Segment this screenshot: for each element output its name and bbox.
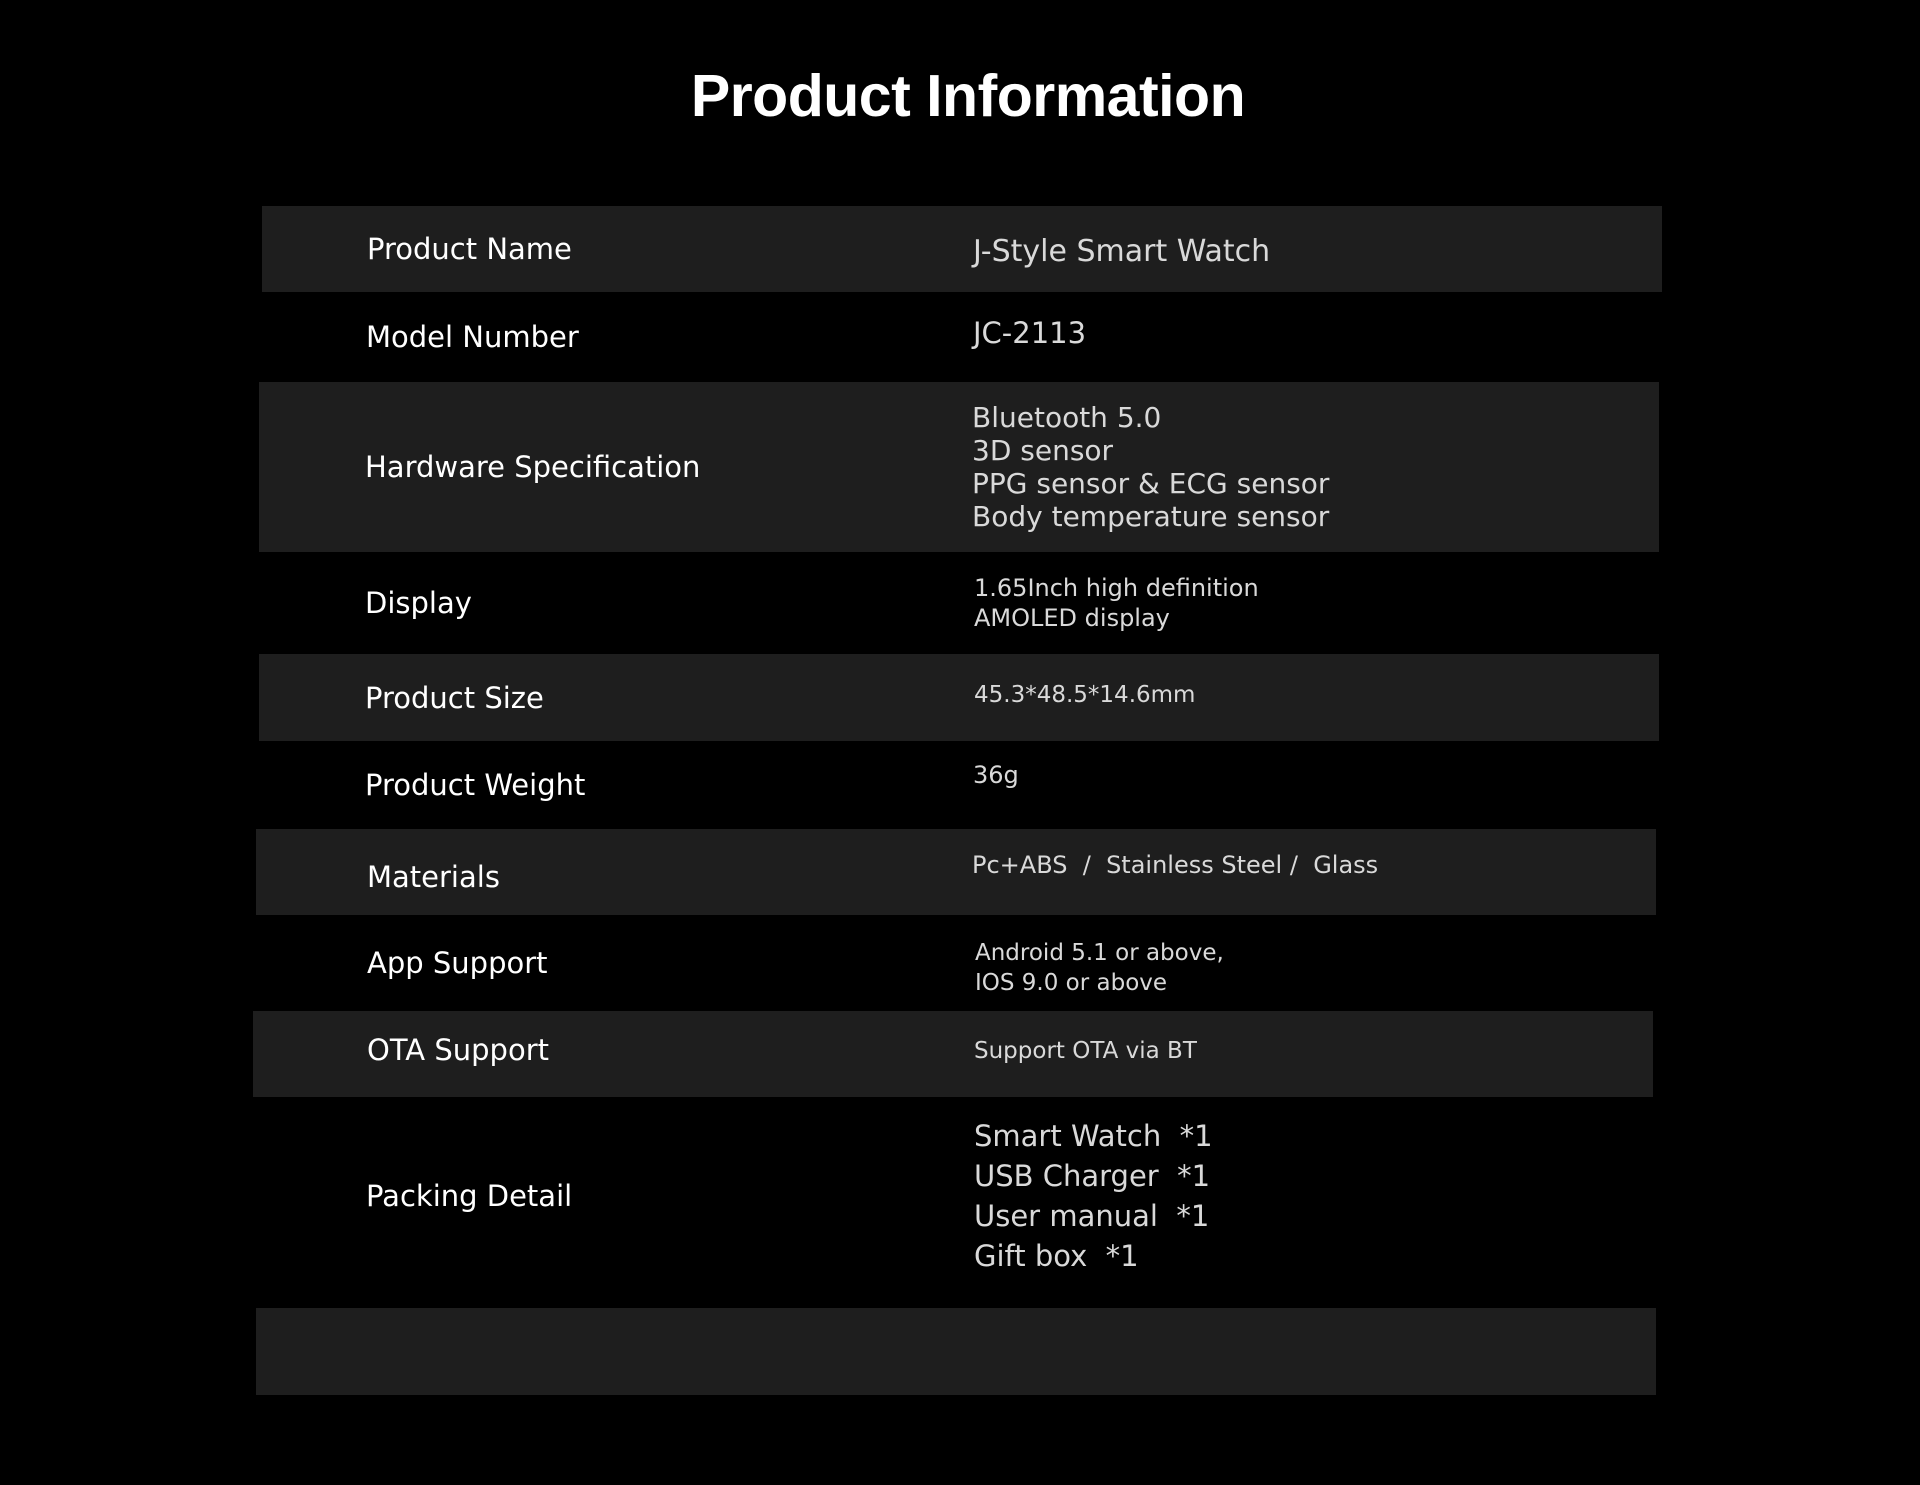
spec-label: OTA Support [367, 1033, 549, 1067]
spec-value-line: 1.65Inch high definition [974, 574, 1259, 602]
spec-label: Display [365, 586, 472, 620]
spec-row-packing-detail [256, 1097, 1656, 1308]
spec-value-line: 45.3*48.5*14.6mm [974, 681, 1196, 708]
spec-label: Packing Detail [366, 1178, 573, 1213]
spec-value-line: AMOLED display [974, 604, 1170, 632]
spec-value-line: User manual *1 [974, 1198, 1210, 1233]
spec-row-materials [256, 829, 1656, 915]
spec-value [972, 382, 1329, 552]
spec-value [974, 1097, 1213, 1308]
spec-value [973, 206, 1270, 292]
spec-value-line: Pc+ABS / Stainless Steel / Glass [972, 851, 1379, 879]
spec-label: Product Name [367, 232, 572, 266]
spec-value [974, 654, 1195, 741]
spec-value-line: IOS 9.0 or above [975, 970, 1168, 996]
spec-row-app-support [254, 915, 1654, 1011]
spec-label: Model Number [366, 320, 579, 354]
spec-value [973, 292, 1086, 382]
spec-row-ota-support [253, 1011, 1653, 1097]
spec-row-product-weight [259, 741, 1659, 829]
spec-value-line: J-Style Smart Watch [973, 233, 1271, 269]
spec-label: Product Weight [365, 768, 586, 802]
spec-value-line: 36g [973, 761, 1019, 789]
spec-value-line: Android 5.1 or above, [975, 940, 1224, 966]
spec-row-product-size [259, 654, 1659, 741]
spec-value-line: Bluetooth 5.0 [972, 401, 1162, 434]
spec-label: Materials [367, 860, 500, 894]
spec-label: Product Size [365, 680, 544, 715]
spec-value [975, 915, 1224, 1011]
spec-value-line: JC-2113 [973, 316, 1087, 350]
spec-label: Hardware Specification [365, 450, 701, 484]
spec-value [973, 741, 1019, 829]
spec-value-line: Gift box *1 [974, 1238, 1139, 1273]
spec-value-line: Body temperature sensor [972, 500, 1330, 533]
spec-value [974, 552, 1259, 654]
spec-value [972, 829, 1378, 915]
spec-value-line: Support OTA via BT [974, 1038, 1197, 1064]
spec-value-line: 3D sensor [972, 434, 1114, 467]
spec-value-line: Smart Watch *1 [974, 1118, 1213, 1153]
spec-row-product-name [262, 206, 1662, 292]
spec-row-empty [256, 1308, 1656, 1395]
spec-label: App Support [367, 946, 548, 980]
spec-row-hardware-specification [259, 382, 1659, 552]
spec-value-line: PPG sensor & ECG sensor [972, 467, 1330, 500]
spec-value-line: USB Charger *1 [974, 1158, 1211, 1193]
spec-row-model-number [260, 292, 1660, 382]
page-title: Product Information [690, 63, 1246, 129]
spec-value [974, 1011, 1197, 1097]
spec-row-display [259, 552, 1659, 654]
